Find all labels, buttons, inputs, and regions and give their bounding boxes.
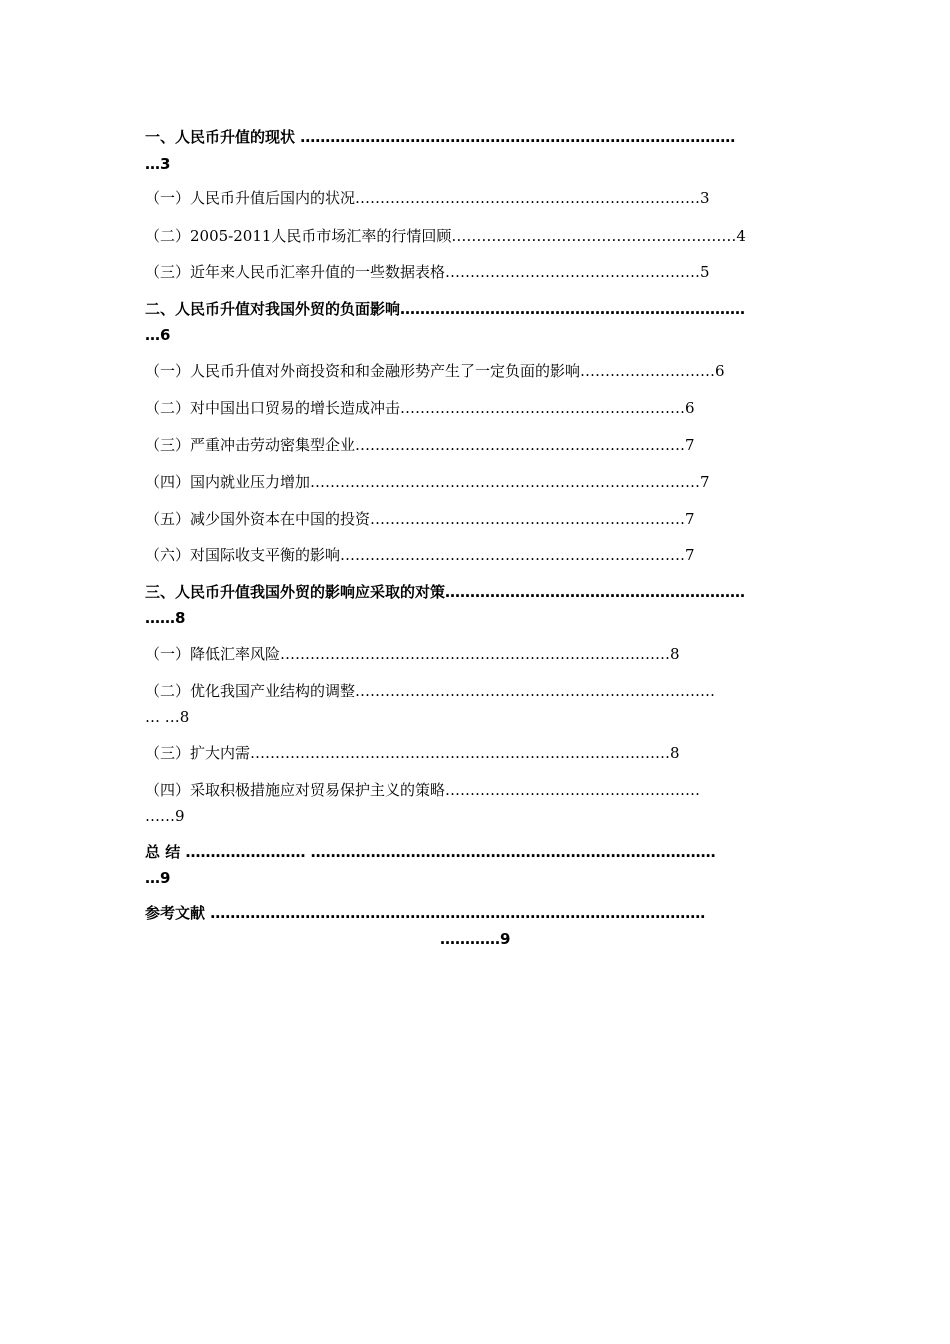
toc-entry[interactable]: （三）严重冲击劳动密集型企业…………………………………………………………7: [145, 436, 695, 454]
toc-entry[interactable]: 一、人民币升值的现状 ……………………………………………………………………………: [145, 128, 736, 146]
toc-entry[interactable]: 二、人民币升值对我国外贸的负面影响……………………………………………………………: [145, 300, 746, 318]
toc-entry[interactable]: 参考文献 ………………………………………………………………………………………: [145, 904, 706, 922]
toc-entry-page-number: …6: [145, 326, 171, 344]
toc-entry-page-number: ……8: [145, 609, 186, 627]
toc-entry[interactable]: （二）2005-2011人民币市场汇率的行情回顾…………………………………………………4: [145, 227, 746, 245]
toc-entry[interactable]: （一）降低汇率风险……………………………………………………………………8: [145, 645, 680, 663]
toc-entry-page-number: ……9: [145, 807, 185, 825]
toc-entry-page-number: …9: [145, 869, 171, 887]
toc-entry[interactable]: （一）人民币升值对外商投资和和金融形势产生了一定负面的影响………………………6: [145, 362, 725, 380]
toc-entry[interactable]: （五）减少国外资本在中国的投资………………………………………………………7: [145, 510, 695, 528]
toc-entry[interactable]: （三）近年来人民币汇率升值的一些数据表格……………………………………………5: [145, 263, 710, 281]
toc-entry[interactable]: （二）对中国出口贸易的增长造成冲击…………………………………………………6: [145, 399, 695, 417]
toc-entry[interactable]: （四）采取积极措施应对贸易保护主义的策略……………………………………………: [145, 781, 701, 799]
toc-entry[interactable]: （一）人民币升值后国内的状况……………………………………………………………3: [145, 189, 710, 207]
toc-entry[interactable]: （四）国内就业压力增加……………………………………………………………………7: [145, 473, 710, 491]
toc-entry[interactable]: 总 结 …………………… ………………………………………………………………………: [145, 843, 716, 861]
toc-entry-page-number: …………9: [440, 930, 511, 948]
toc-entry[interactable]: 三、人民币升值我国外贸的影响应采取的对策……………………………………………………: [145, 583, 746, 601]
toc-entry[interactable]: （二）优化我国产业结构的调整………………………………………………………………: [145, 682, 716, 700]
toc-entry[interactable]: （六）对国际收支平衡的影响……………………………………………………………7: [145, 546, 695, 564]
toc-entry-page-number: …3: [145, 155, 171, 173]
toc-entry[interactable]: （三）扩大内需…………………………………………………………………………8: [145, 744, 680, 762]
toc-entry-page-number: … …8: [145, 708, 190, 726]
